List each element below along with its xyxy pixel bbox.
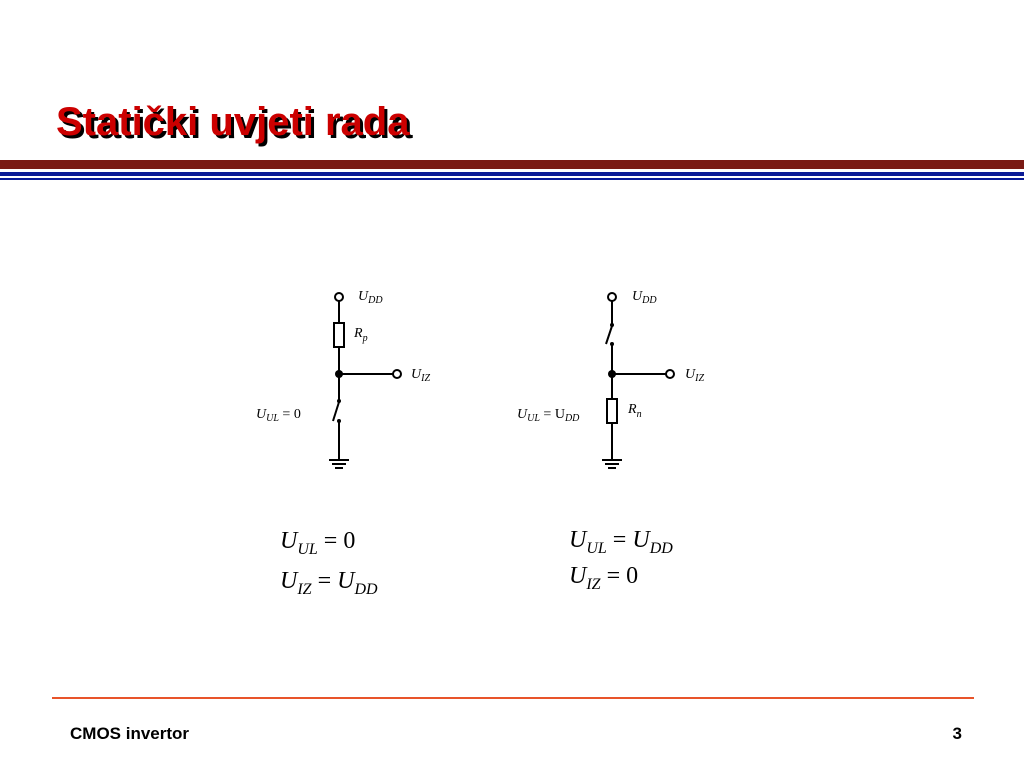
label-udd: $U_{DD}$ [632,289,657,306]
page-number: 3 [952,724,962,743]
label-uiz: $U_{IZ}$ [685,367,705,384]
equation-uiz-zero: $U_{IZ} = 0$ [569,563,639,593]
label-rn: $R_n$ [628,402,642,420]
label-rp: $R_p$ [354,326,368,344]
footer-title: CMOS invertor [70,724,190,743]
label-udd: $U_{DD}$ [358,289,383,306]
slide-title: Statički uvjeti rada [56,100,410,144]
equation-uul-udd: $U_{UL} = U_{DD}$ [569,527,673,557]
switch-contact-bottom [610,342,614,346]
label-input: $U_{UL} = U_{DD}$ [517,407,580,424]
resistor-rn [607,399,617,423]
supply-terminal [608,293,616,301]
output-terminal [666,370,674,378]
switch-contact-top [610,323,614,327]
switch-blade [606,326,612,344]
node-dot [608,370,616,378]
label-input: $U_{UL} = 0$ [256,407,301,424]
equation-uul-zero: $U_{UL} = 0$ [280,528,356,558]
footer-rule [52,697,974,699]
equation-uiz-udd: $U_{IZ} = U_{DD}$ [280,568,378,598]
label-uiz: $U_{IZ}$ [411,367,431,384]
